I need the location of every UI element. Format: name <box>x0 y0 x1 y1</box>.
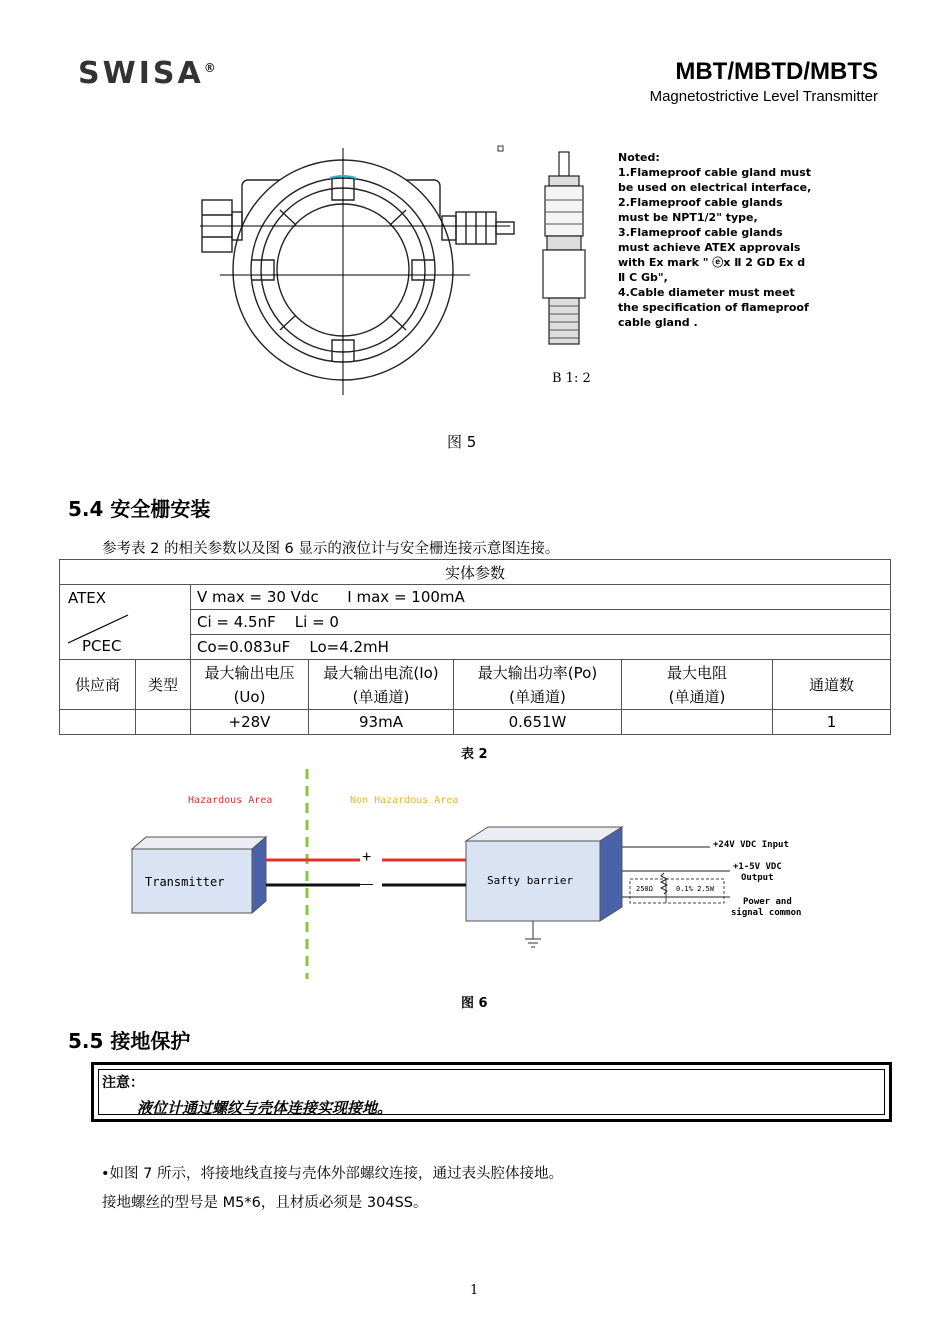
col-po-l2: (单通道) <box>509 687 566 706</box>
note-line: with Ex mark " ⓔx Ⅱ 2 GD Ex d <box>618 256 806 269</box>
note-line: must be NPT1/2" type, <box>618 211 758 224</box>
table-header: 实体参数 <box>60 560 891 585</box>
param-row-1: V max = 30 Vdc I max = 100mA <box>191 585 891 610</box>
col-po <box>454 660 622 710</box>
grounding-para-1: •如图 7 所示，将接地线直接与壳体外部螺纹连接，通过表头腔体接地。 <box>101 1166 563 1182</box>
atex-pcec-cell <box>60 585 191 660</box>
output-label-1: +1-5V VDC <box>733 862 782 872</box>
note-line: 1.Flameproof cable gland must <box>618 166 812 179</box>
val-io: 93mA <box>309 710 454 735</box>
note-line: cable gland . <box>618 316 698 329</box>
note-line: Noted: <box>618 151 660 164</box>
resistor-label-2: 0.1% 2.5W <box>676 885 714 893</box>
section-5-4-intro: 参考表 2 的相关参数以及图 6 显示的液位计与安全栅连接示意图连接。 <box>102 541 560 557</box>
col-io <box>309 660 454 710</box>
input-label: +24V VDC Input <box>713 840 789 850</box>
note-line: 2.Flameproof cable glands <box>618 196 783 209</box>
atex-label: ATEX <box>68 589 107 607</box>
resistor-label-1: 250Ω <box>636 885 653 893</box>
col-po-l1: 最大输出功率(Po) <box>477 663 598 682</box>
note-line: must achieve ATEX approvals <box>618 241 801 254</box>
note-line: be used on electrical interface, <box>618 181 812 194</box>
table2-caption: 表 2 <box>461 747 488 762</box>
page-number: 1 <box>470 1283 479 1298</box>
col-uo-l2: (Uo) <box>233 687 266 706</box>
col-res-l1: 最大电阻 <box>666 663 727 682</box>
val-channels: 1 <box>773 710 891 735</box>
param-row-2: Ci = 4.5nF Li = 0 <box>191 610 891 635</box>
param-row-3: Co=0.083uF Lo=4.2mH <box>191 635 891 660</box>
section-5-5-title: 5.5 接地保护 <box>68 1029 191 1053</box>
val-uo: +28V <box>191 710 309 735</box>
col-supplier: 供应商 <box>60 660 136 710</box>
col-resistance <box>622 660 773 710</box>
val-type <box>136 710 191 735</box>
swisa-logo: SWISA® <box>78 56 216 91</box>
col-io-l1: 最大输出电流(Io) <box>323 663 439 682</box>
col-type: 类型 <box>136 660 191 710</box>
model-title: MBT/MBTD/MBTS <box>675 58 878 85</box>
common-label-2: signal common <box>731 908 802 918</box>
cable-gland-drawing <box>535 150 595 360</box>
table-2 <box>59 559 891 735</box>
col-channels: 通道数 <box>773 660 891 710</box>
plus-sign: + <box>362 849 372 866</box>
note-line: 3.Flameproof cable glands <box>618 226 783 239</box>
col-res-l2: (单通道) <box>668 687 726 706</box>
barrier-label: Safty barrier <box>487 874 574 887</box>
val-po: 0.651W <box>454 710 622 735</box>
note-line: 4.Cable diameter must meet <box>618 286 795 299</box>
common-label-1: Power and <box>743 897 792 907</box>
note-text: 液位计通过螺纹与壳体连接实现接地。 <box>137 1099 393 1117</box>
output-label-2: Output <box>741 873 774 883</box>
transmitter-label: Transmitter <box>145 875 225 889</box>
figure6-caption: 图 6 <box>461 996 488 1011</box>
transmitter-head-drawing <box>180 140 520 400</box>
note-line: Ⅱ C Gb", <box>618 271 668 284</box>
note-line: the specification of flameproof <box>618 301 809 314</box>
val-resistance <box>622 710 773 735</box>
grounding-para-2: 接地螺丝的型号是 M5*6，且材质必须是 304SS。 <box>102 1195 428 1211</box>
hazardous-label: Hazardous Area <box>188 795 273 806</box>
scale-label: B 1: 2 <box>552 371 591 386</box>
model-subtitle: Magnetostrictive Level Transmitter <box>649 88 878 105</box>
val-supplier <box>60 710 136 735</box>
gland-notes <box>618 150 811 330</box>
non-hazardous-label: Non Hazardous Area <box>350 795 459 806</box>
figure5-caption: 图 5 <box>447 433 477 451</box>
col-uo-l1: 最大输出电压 <box>204 663 295 682</box>
col-uo <box>191 660 309 710</box>
pcec-label: PCEC <box>82 637 122 655</box>
minus-sign: — <box>359 875 373 891</box>
note-label: 注意： <box>102 1075 144 1091</box>
section-5-4-title: 5.4 安全栅安装 <box>68 497 211 521</box>
col-io-l2: (单通道) <box>352 687 410 706</box>
